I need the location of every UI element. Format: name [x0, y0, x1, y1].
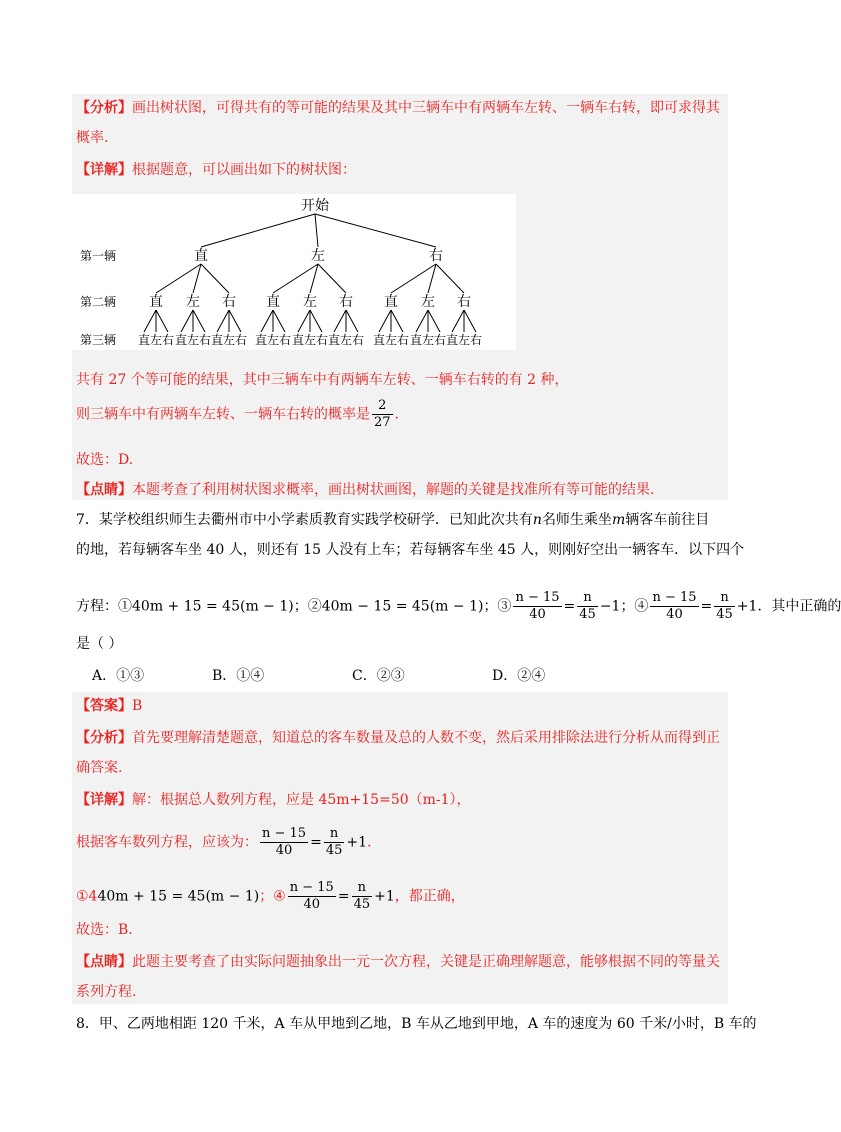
- tree-leaf: 右: [198, 333, 212, 347]
- q7-comment: [76, 952, 720, 972]
- tree-leaf: 左: [384, 333, 398, 347]
- q7-eq3-lhs: [513, 590, 561, 623]
- tree-branch: [464, 310, 476, 332]
- q6-comment-text: 本题考查了利用树状图求概率，画出树状画图，解题的关键是找准所有等可能的结果.: [132, 482, 655, 498]
- q7-eq4-rhs: [714, 590, 735, 623]
- q6-prob-den: 27: [374, 415, 391, 430]
- tree-node-level2: 直: [149, 294, 163, 310]
- tree-leaf: 右: [234, 333, 248, 347]
- q7-bus-equation: [76, 826, 371, 859]
- tree-branch: [229, 310, 241, 332]
- tree-diagram: [72, 194, 516, 350]
- tree-leaf: 右: [351, 333, 365, 347]
- q7-option-a[interactable]: A．①③: [92, 668, 145, 684]
- q7-line1b: 名师生乘坐: [541, 512, 612, 528]
- tree-leaf: 右: [278, 333, 292, 347]
- tree-node-level1: 右: [429, 248, 443, 264]
- q6-detail: [76, 160, 356, 180]
- q7-correct-suffix: ，都正确，: [394, 888, 465, 905]
- q7-bus-den: 40: [275, 843, 293, 858]
- tree-branch: [156, 310, 168, 332]
- q7-eq3-rden: 45: [579, 607, 596, 622]
- q7-var-n: n: [532, 512, 542, 528]
- tree-branch: [318, 264, 346, 293]
- q6-analysis-line1: 画出树状图，可得共有的等可能的结果及其中三辆车中有两辆车左转、一辆车右转，即可求得其: [132, 100, 720, 116]
- q7-stem-line1: [76, 510, 709, 530]
- tree-leaf: 直: [409, 333, 423, 347]
- tree-leaf: 直: [174, 333, 188, 347]
- tree-leaf: 右: [161, 333, 175, 347]
- tree-node-level2: 直: [266, 294, 280, 310]
- tree-branch: [379, 310, 391, 332]
- q7-bus-lhs: [260, 826, 308, 859]
- q6-prob-prefix: 则三辆车中有两辆车左转、一辆车右转的概率是: [76, 406, 370, 423]
- tree-branch: [273, 310, 285, 332]
- tree-leaf: 左: [266, 333, 280, 347]
- tree-branch: [428, 310, 440, 332]
- tree-leaf: 左: [457, 333, 471, 347]
- q7-eq4-num: n − 15: [652, 590, 697, 605]
- tree-leaf: 直: [210, 333, 224, 347]
- tree-leaf: 直: [445, 333, 459, 347]
- q7-correct-lhs: [288, 880, 336, 913]
- q7-correct-equals: =: [337, 888, 350, 905]
- tree-leaf: 左: [421, 333, 435, 347]
- tree-branch: [391, 310, 403, 332]
- q7-answer-value: B: [132, 698, 143, 714]
- tree-node-level2: 右: [339, 294, 353, 310]
- q7-bus-rhs: [324, 826, 345, 859]
- q7-stem-line4: 是（ ）: [76, 636, 123, 652]
- tree-branch: [217, 310, 229, 332]
- tree-branch: [193, 310, 205, 332]
- q7-answer: [76, 696, 142, 716]
- q7-analysis-tag: 【分析】: [76, 730, 132, 746]
- tree-node-level1: 直: [194, 248, 208, 264]
- q6-prob-suffix: .: [394, 406, 399, 423]
- q6-result: 共有 27 个等可能的结果，其中三辆车中有两辆车左转、一辆车右转的有 2 种，: [76, 372, 569, 388]
- tree-branch: [298, 310, 310, 332]
- q7-correct-num: n − 15: [289, 880, 334, 895]
- q7-eq3-rhs: [577, 590, 598, 623]
- q7-comment-line2: 系列方程.: [76, 984, 137, 1000]
- q7-option-b[interactable]: B．①④: [212, 668, 265, 684]
- q7-eq3-equals: =: [563, 598, 576, 615]
- tree-row-label: 第二辆: [80, 295, 117, 309]
- tree-leaf: 直: [254, 333, 268, 347]
- q7-correct-eq: 40m + 15 = 45(m − 1): [97, 888, 260, 905]
- q6-detail-tag: 【详解】: [76, 162, 132, 178]
- q7-analysis: [76, 728, 720, 748]
- tree-branch: [436, 264, 464, 293]
- tree-node-level2: 左: [421, 294, 435, 310]
- q6-comment-tag: 【点睛】: [76, 482, 132, 498]
- q7-correct-den: 40: [303, 897, 321, 912]
- q7-eq4-tail: +1: [736, 598, 758, 615]
- tree-branch: [201, 214, 315, 247]
- tree-branch: [334, 310, 346, 332]
- q7-stem-line2: 的地，若每辆客车坐 40 人，则还有 15 人没有上车；若每辆客车坐 45 人，则刚好空出一辆客车．以下四个: [76, 542, 745, 558]
- q7-stem-line3: [76, 590, 841, 623]
- q7-line3-suffix: ．其中正确的: [757, 598, 841, 615]
- tree-leaf: 直: [137, 333, 151, 347]
- tree-leaf: 左: [303, 333, 317, 347]
- tree-leaf: 左: [222, 333, 236, 347]
- q7-sep3: ；④: [620, 598, 649, 615]
- q7-bus-equals: =: [310, 834, 322, 851]
- tree-leaf: 右: [433, 333, 447, 347]
- q7-eq3-num: n − 15: [515, 590, 560, 605]
- q6-analysis: [76, 98, 720, 118]
- q7-var-m: m: [611, 512, 626, 528]
- q7-eq4-rden: 45: [716, 607, 733, 622]
- q7-correct-tail: +1: [374, 888, 395, 905]
- tree-leaf: 左: [339, 333, 353, 347]
- q6-prob-fraction: [372, 398, 393, 431]
- q7-equation-2: 40m − 15 = 45(m − 1): [321, 598, 484, 615]
- q7-bus-rnum: n: [324, 826, 345, 843]
- q7-answer-tag: 【答案】: [76, 698, 132, 714]
- tree-node-level2: 右: [457, 294, 471, 310]
- tree-leaf: 直: [372, 333, 386, 347]
- tree-leaf: 直: [327, 333, 341, 347]
- q7-option-d[interactable]: D．②④: [492, 668, 546, 684]
- q7-comment-tag: 【点睛】: [76, 954, 132, 970]
- q7-eq3-rnum: n: [577, 590, 598, 607]
- q7-bus-tail: +1: [346, 834, 367, 851]
- q7-option-c[interactable]: C．②③: [352, 668, 405, 684]
- q7-eq3-den: 40: [529, 607, 546, 622]
- q7-line3-prefix: 方程：①: [76, 598, 132, 615]
- q6-analysis-tag: 【分析】: [76, 100, 132, 116]
- q6-choice: 故选：D.: [76, 452, 134, 468]
- q7-correct-mid: ；④: [259, 888, 286, 905]
- tree-branch: [346, 310, 358, 332]
- q6-probability: [76, 398, 399, 431]
- tree-node-level2: 右: [222, 294, 236, 310]
- q7-eq4-lhs: [650, 590, 698, 623]
- tree-branch: [315, 214, 318, 247]
- q8-stem: 8．甲、乙两地相距 120 千米，A 车从甲地到乙地，B 车从乙地到甲地，A 车的速度为 60 千米/小时，B 车的: [76, 1016, 757, 1032]
- q6-analysis-line2: 概率.: [76, 130, 109, 146]
- q7-eq4-den: 40: [666, 607, 683, 622]
- tree-leaf: 直: [291, 333, 305, 347]
- q7-bus-num: n − 15: [262, 826, 307, 841]
- tree-branch: [201, 264, 229, 293]
- q7-correct-rden: 45: [353, 897, 371, 912]
- q7-bus-prefix: 根据客车数列方程，应该为：: [76, 834, 258, 851]
- q7-detail: [76, 790, 471, 810]
- q7-eq4-rnum: n: [714, 590, 735, 607]
- tree-leaf: 右: [469, 333, 483, 347]
- q7-choice: 故选：B.: [76, 922, 133, 938]
- tree-branch: [181, 310, 193, 332]
- tree-leaf: 左: [149, 333, 163, 347]
- q6-detail-text: 根据题意，可以画出如下的树状图：: [132, 162, 356, 178]
- q7-sep2: ；③: [483, 598, 512, 615]
- q7-sep1: ；②: [293, 598, 322, 615]
- q7-analysis-line2: 确答案.: [76, 760, 123, 776]
- q7-comment-line1: 此题主要考查了由实际问题抽象出一元一次方程，关键是正确理解题意，能够根据不同的等量关: [132, 954, 720, 970]
- tree-branch: [310, 310, 322, 332]
- q7-detail-tag: 【详解】: [76, 792, 132, 808]
- tree-leaf: 左: [186, 333, 200, 347]
- tree-leaf: 右: [396, 333, 410, 347]
- q7-bus-rden: 45: [325, 843, 343, 858]
- tree-leaf: 右: [315, 333, 329, 347]
- q7-bus-suffix: .: [367, 834, 372, 851]
- q7-detail-text: 解：根据总人数列方程，应是 45m+15=50（m-1），: [132, 792, 471, 808]
- q7-correct-rnum: n: [352, 880, 373, 897]
- q6-prob-num: 2: [372, 398, 393, 415]
- tree-root: 开始: [301, 198, 329, 214]
- q7-eq4-equals: =: [700, 598, 713, 615]
- tree-node-level2: 左: [186, 294, 200, 310]
- q7-correct-rhs: [352, 880, 373, 913]
- tree-row-label: 第三辆: [80, 333, 117, 347]
- q7-analysis-line1: 首先要理解清楚题意，知道总的客车数量及总的人数不变，然后采用排除法进行分析从而得到正: [132, 730, 720, 746]
- q7-correct-prefix: ①4: [76, 888, 98, 905]
- tree-node-level2: 左: [303, 294, 317, 310]
- q7-eq3-tail: −1: [599, 598, 621, 615]
- tree-row-label: 第一辆: [80, 249, 117, 263]
- tree-branch: [452, 310, 464, 332]
- tree-branch: [144, 310, 156, 332]
- tree-branch: [416, 310, 428, 332]
- q7-line1c: 辆客车前往目: [625, 512, 710, 528]
- tree-branch: [261, 310, 273, 332]
- tree-node-level1: 左: [311, 248, 325, 264]
- q7-correct-line: [76, 880, 465, 913]
- q6-comment: [76, 480, 654, 500]
- tree-node-level2: 直: [384, 294, 398, 310]
- tree-branch: [315, 214, 436, 247]
- q7-equation-1: 40m + 15 = 45(m − 1): [132, 598, 294, 615]
- q7-line1a: 7．某学校组织师生去衢州市中小学素质教育实践学校研学．已知此次共有: [76, 512, 533, 528]
